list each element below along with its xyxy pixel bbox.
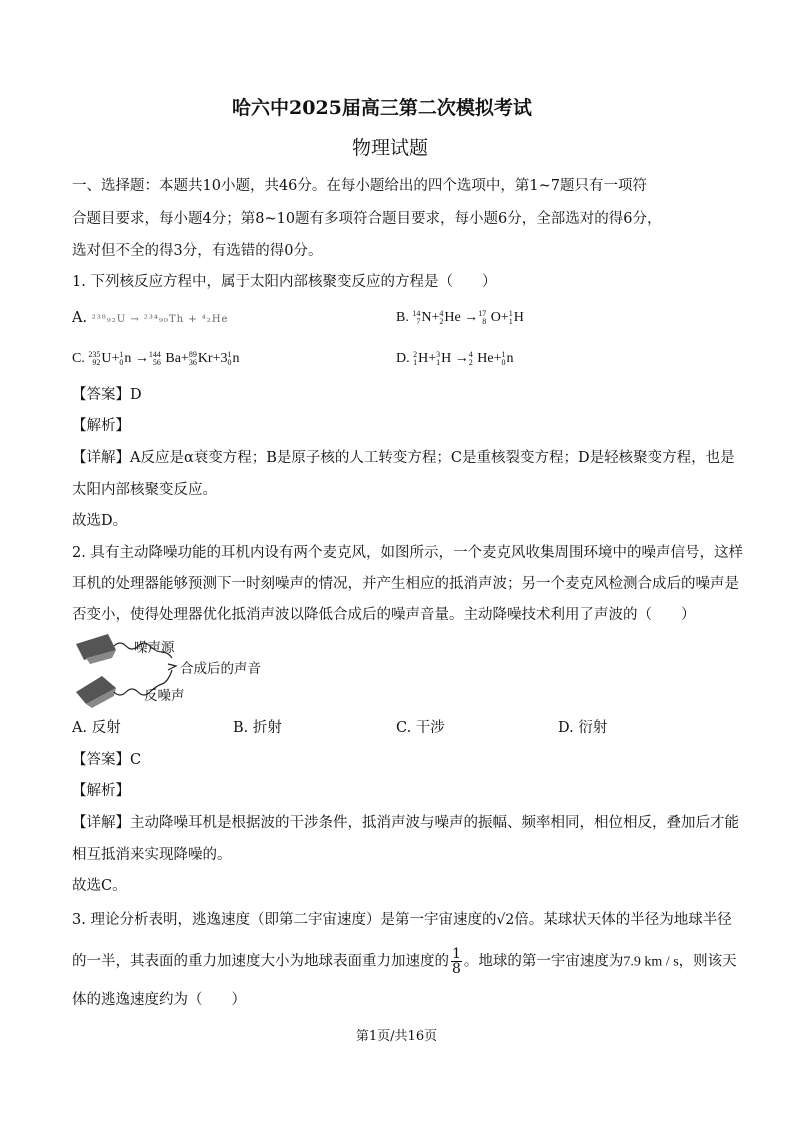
- q3-stem-line2-a: 的一半，其表面的重力加速度大小为地球表面重力加速度的: [72, 953, 449, 970]
- q1-stem: 1. 下列核反应方程中，属于太阳内部核聚变反应的方程是（ ）: [72, 274, 497, 290]
- q1-analysis-heading: 【解析】: [72, 418, 130, 434]
- section-instructions-line1: 一、选择题：本题共10小题，共46分。在每小题给出的四个选项中，第1~7题只有一项符: [72, 178, 647, 194]
- q2-option-b: B. 折射: [233, 720, 282, 736]
- q3-stem-line1-a: 3. 理论分析表明，逃逸速度（即第二宇宙速度）是第一宇宙速度的: [72, 912, 497, 928]
- page-footer: 第1页/共16页: [355, 1029, 438, 1044]
- figure-label-anti-noise: 反噪声: [144, 688, 185, 704]
- q1-option-d-label: D.: [396, 351, 410, 366]
- q3-stem-line1: [72, 910, 732, 930]
- one-eighth-fraction: $\frac{1}{8}$: [452, 946, 461, 977]
- q1-option-c: C. 235 92 U+ 1 0 n → 144 56 Ba+ 89 36 Kr+3 1 0 n: [72, 349, 240, 367]
- sqrt-two: √2: [496, 912, 515, 928]
- q1-option-a-label: A.: [72, 310, 88, 326]
- earth-first-cosmic-speed: 7.9 km / s: [623, 954, 679, 970]
- q2-option-a: A. 反射: [72, 720, 121, 736]
- q1-detail-line1: 【详解】A反应是α衰变方程；B是原子核的人工转变方程；C是重核裂变方程；D是轻核聚变方程，也是: [72, 450, 735, 466]
- figure-label-noise: 噪声源: [134, 640, 175, 656]
- q3-stem-line1-b: 倍。某球状天体的半径为地球半径: [514, 912, 732, 928]
- q2-answer: 【答案】C: [72, 752, 142, 768]
- q1-option-a-equation: ²³⁸₉₂U → ²³⁴₉₀Th + ⁴₂He: [91, 314, 229, 325]
- section-instructions-line3: 选对但不全的得3分，有选错的得0分。: [72, 243, 323, 259]
- q1-answer: 【答案】D: [72, 387, 142, 403]
- q1-detail-line2: 太阳内部核聚变反应。: [72, 482, 217, 498]
- figure-label-combined: 合成后的声音: [180, 661, 261, 677]
- q3-stem-line2-b: 。地球的第一宇宙速度为: [463, 953, 624, 970]
- q1-option-c-label: C.: [72, 351, 85, 366]
- q2-detail-line2: 相互抵消来实现降噪的。: [72, 847, 232, 863]
- q2-conclusion: 故选C。: [72, 878, 127, 894]
- q1-option-b-label: B.: [396, 310, 409, 325]
- page-title: 哈六中2025届高三第二次模拟考试: [232, 97, 532, 119]
- q1-option-d: D. 2 1 H+ 3 1 H → 4 2 He+ 1 0 n: [396, 349, 514, 367]
- q3-stem-line2: [72, 947, 737, 976]
- q2-analysis-heading: 【解析】: [72, 783, 130, 799]
- q2-option-d: D. 衍射: [558, 720, 608, 736]
- q2-option-c: C. 干涉: [396, 720, 445, 736]
- q2-stem-line2: 耳机的处理器能够预测下一时刻噪声的情况，并产生相应的抵消声波；另一个麦克风检测合成后的噪声是: [72, 576, 739, 592]
- q1-option-a: [72, 308, 228, 330]
- q2-stem-line1: 2. 具有主动降噪功能的耳机内设有两个麦克风，如图所示，一个麦克风收集周围环境中的噪声信号，这样: [72, 545, 743, 561]
- noise-cancel-figure: [72, 630, 272, 710]
- merge-arrow: [168, 664, 176, 670]
- q1-option-b: B. 14 7 N+ 4 2 He → 17 8 O+ 1 1 H: [396, 308, 524, 326]
- section-instructions-line2: 合题目要求，每小题4分；第8~10题有多项符合题目要求，每小题6分，全部选对的得6分，: [72, 211, 662, 227]
- q1-conclusion: 故选D。: [72, 513, 128, 529]
- q2-stem-line3: 否变小，使得处理器优化抵消声波以降低合成后的噪声音量。主动降噪技术利用了声波的（ ）: [72, 607, 696, 623]
- q3-stem-line2-c: ，则该天: [678, 953, 737, 970]
- subject-title: 物理试题: [352, 137, 429, 159]
- q2-detail-line1: 【详解】主动降噪耳机是根据波的干涉条件，抵消声波与噪声的振幅、频率相同，相位相反，叠加后才能: [72, 815, 739, 831]
- q3-stem-line3: 体的逃逸速度约为（ ）: [72, 992, 246, 1008]
